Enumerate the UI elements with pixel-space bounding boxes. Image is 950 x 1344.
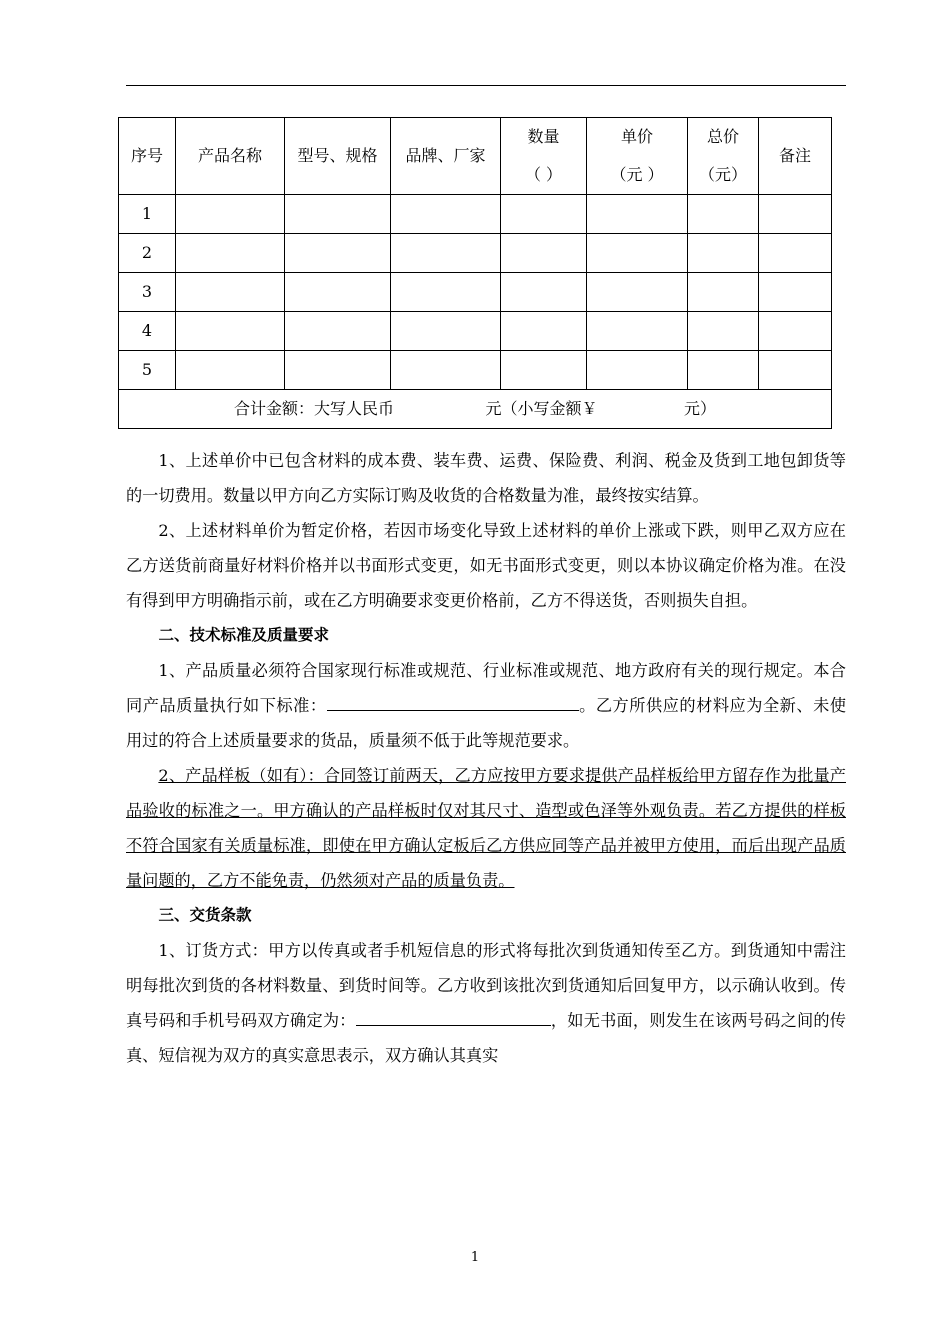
cell[interactable] bbox=[176, 351, 285, 390]
cell[interactable] bbox=[391, 351, 501, 390]
cell[interactable] bbox=[501, 351, 587, 390]
cell[interactable] bbox=[285, 273, 391, 312]
table-row bbox=[119, 195, 832, 234]
cell[interactable] bbox=[688, 195, 759, 234]
cell[interactable] bbox=[587, 312, 688, 351]
header-product-name: 产品名称 bbox=[176, 118, 285, 195]
cell[interactable] bbox=[391, 234, 501, 273]
cell[interactable] bbox=[587, 273, 688, 312]
product-table bbox=[118, 117, 832, 429]
cell[interactable] bbox=[759, 273, 832, 312]
contract-body bbox=[126, 443, 846, 1073]
section-title-technical: 二、技术标准及质量要求 bbox=[158, 626, 330, 644]
total-label: 合计金额：大写人民币 bbox=[233, 399, 394, 418]
cell[interactable] bbox=[285, 195, 391, 234]
table-header-row bbox=[119, 118, 832, 195]
cell[interactable] bbox=[688, 273, 759, 312]
cell[interactable] bbox=[391, 312, 501, 351]
header-remark: 备注 bbox=[759, 118, 832, 195]
row-index: 2 bbox=[119, 234, 176, 273]
cell[interactable] bbox=[176, 195, 285, 234]
header-rule bbox=[126, 85, 846, 86]
cell[interactable] bbox=[391, 195, 501, 234]
cell[interactable] bbox=[176, 273, 285, 312]
header-index: 序号 bbox=[119, 118, 176, 195]
cell[interactable] bbox=[285, 351, 391, 390]
page-number: 1 bbox=[470, 1250, 480, 1265]
cell[interactable] bbox=[688, 234, 759, 273]
table-row bbox=[119, 234, 832, 273]
phone-fax-blank[interactable] bbox=[356, 1008, 551, 1026]
cell[interactable] bbox=[391, 273, 501, 312]
table-row bbox=[119, 312, 832, 351]
row-index: 1 bbox=[119, 195, 176, 234]
total-mid: 元（小写金额￥ bbox=[485, 399, 598, 418]
paragraph-order-method: 1、订货方式：甲方以传真或者手机短信息的形式将每批次到货通知传至乙方。到货通知中需注明每批次到货的各材料数量、到货时间等。乙方收到该批次到货通知后回复甲方，以示确认收到。传真号码和手机号码双方确定为： ，如无书面，则发生在该两号码之间的传真、短信视为双方的真实意思表示，双方确认其真实 bbox=[126, 941, 846, 1065]
cell[interactable] bbox=[688, 351, 759, 390]
row-index: 3 bbox=[119, 273, 176, 312]
table-row bbox=[119, 273, 832, 312]
cell[interactable] bbox=[501, 234, 587, 273]
cell[interactable] bbox=[587, 195, 688, 234]
cell[interactable] bbox=[176, 234, 285, 273]
header-quantity: 数量 （ ） bbox=[501, 118, 587, 195]
total-end: 元） bbox=[684, 399, 717, 418]
cell[interactable] bbox=[176, 312, 285, 351]
section-title-delivery: 三、交货条款 bbox=[158, 906, 252, 924]
table-total-row bbox=[119, 390, 832, 429]
header-brand-maker: 品牌、厂家 bbox=[391, 118, 501, 195]
paragraph-price-includes: 1、上述单价中已包含材料的成本费、装车费、运费、保险费、利润、税金及货到工地包卸货等的一切费用。数量以甲方向乙方实际订购及收货的合格数量为准，最终按实结算。 bbox=[126, 451, 846, 505]
cell[interactable] bbox=[688, 312, 759, 351]
paragraph-quality-standard: 1、产品质量必须符合国家现行标准或规范、行业标准或规范、地方政府有关的现行规定。本合同产品质量执行如下标准： 。乙方所供应的材料应为全新、未使用过的符合上述质量要求的货品，质量须不低于此等规范要求。 bbox=[126, 661, 847, 750]
cell[interactable] bbox=[501, 195, 587, 234]
header-total-price: 总价 （元） bbox=[688, 118, 759, 195]
header-unit-price: 单价 （元 ） bbox=[587, 118, 688, 195]
standard-blank[interactable] bbox=[327, 693, 579, 711]
total-amount-cell bbox=[119, 390, 832, 429]
paragraph-provisional-price: 2、上述材料单价为暂定价格，若因市场变化导致上述材料的单价上涨或下跌，则甲乙双方应在乙方送货前商量好材料价格并以书面形式变更，如无书面形式变更，则以本协议确定价格为准。在没有得到甲方明确指示前，或在乙方明确要求变更价格前，乙方不得送货，否则损失自担。 bbox=[126, 521, 846, 610]
header-model-spec: 型号、规格 bbox=[285, 118, 391, 195]
cell[interactable] bbox=[759, 351, 832, 390]
table-row bbox=[119, 351, 832, 390]
cell[interactable] bbox=[501, 273, 587, 312]
cell[interactable] bbox=[285, 312, 391, 351]
cell[interactable] bbox=[759, 195, 832, 234]
cell[interactable] bbox=[587, 234, 688, 273]
row-index: 4 bbox=[119, 312, 176, 351]
paragraph-product-sample: 2、产品样板（如有）：合同签订前两天，乙方应按甲方要求提供产品样板给甲方留存作为批量产品验收的标准之一。甲方确认的产品样板时仅对其尺寸、造型或色泽等外观负责。若乙方提供的样板不符合国家有关质量标准，即使在甲方确认定板后乙方供应同等产品并被甲方使用，而后出现产品质量问题的，乙方不能免责，仍然须对产品的质量负责。 bbox=[126, 766, 846, 890]
cell[interactable] bbox=[587, 351, 688, 390]
cell[interactable] bbox=[759, 234, 832, 273]
cell[interactable] bbox=[501, 312, 587, 351]
row-index: 5 bbox=[119, 351, 176, 390]
cell[interactable] bbox=[759, 312, 832, 351]
cell[interactable] bbox=[285, 234, 391, 273]
